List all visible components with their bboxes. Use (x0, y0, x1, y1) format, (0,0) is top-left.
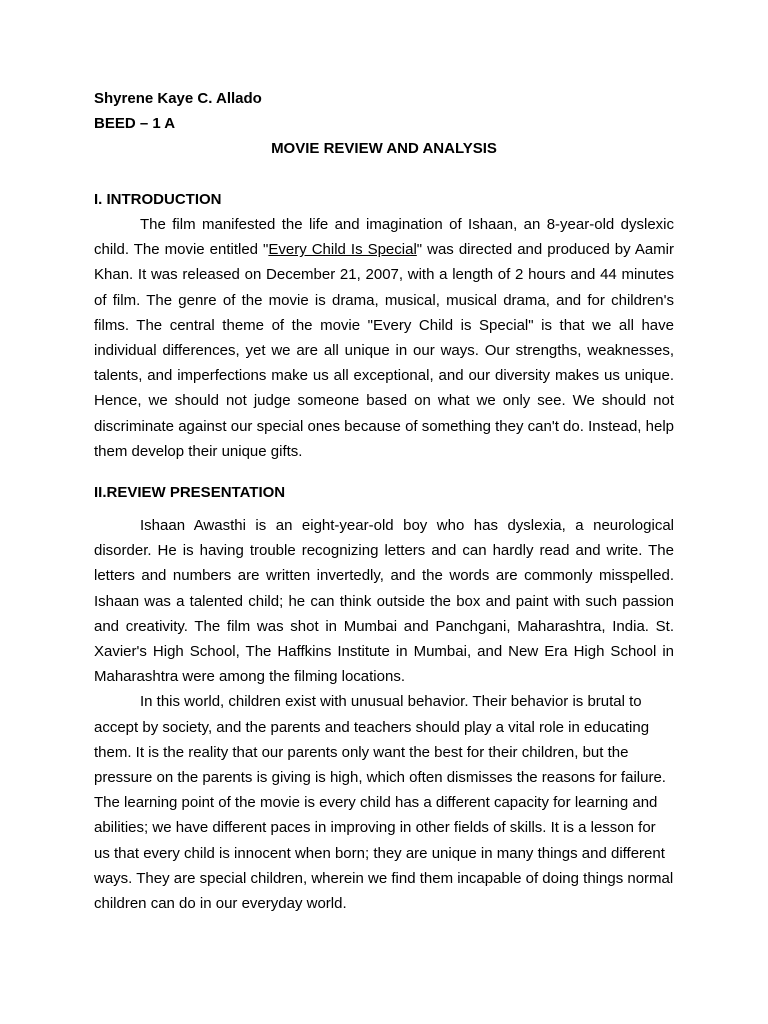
review-heading: II.REVIEW PRESENTATION (94, 484, 286, 502)
author-name: Shyrene Kaye C. Allado (94, 90, 262, 107)
intro-text-before-title: The film manifested the life and imagination of Ishaan, an 8-year-old dyslexic child. The movie entitled " (94, 216, 674, 259)
review-paragraph-2: In this world, children exist with unusual behavior. Their behavior is brutal to accept by society, and the parents and teachers should play a vital role in educating them. It is the reality that our parents only want the best for their children, but the pressure on the parents is giving is high, which often dismisses the reasons for failure. The learning point of the movie is every child has a different capacity for learning and abilities; we have different paces in improving in other fields of skills. It is a lesson for us that every child is innocent when born; they are unique in many things and different ways. They are special children, wherein we find them incapable of doing things normal children can do in our everyday world. (94, 693, 674, 913)
intro-text-after-title: " was directed and produced by Aamir Khan. It was released on December 21, 2007, with a length of 2 hours and 44 minutes of film. The genre of the movie is drama, musical, musical drama, and for children's films. The central theme of the movie "Every Child is Special" is that we all have individual differences, yet we are all unique in our ways. Our strengths, weaknesses, talents, and imperfections make us all exceptional, and our diversity makes us unique. Hence, we should not judge someone based on what we only see. We should not discriminate against our special ones because of something they can't do. Instead, help them develop their unique gifts. (94, 241, 674, 460)
course-section: BEED – 1 A (94, 115, 176, 132)
review-paragraph-1: Ishaan Awasthi is an eight-year-old boy who has dyslexia, a neurological disorder. He is having trouble recognizing letters and can hardly read and write. The letters and numbers are written invertedly, and the words are commonly misspelled. Ishaan was a talented child; he can think outside the box and paint with such passion and creativity. The film was shot in Mumbai and Panchgani, Maharashtra, India. St. Xavier's High School, The Haffkins Institute in Mumbai, and New Era High School in Maharashtra were among the filming locations. (94, 517, 674, 686)
introduction-heading: I. INTRODUCTION (94, 191, 222, 208)
movie-title-link: Every Child Is Special (268, 241, 417, 259)
introduction-paragraph (94, 212, 674, 464)
document-title: MOVIE REVIEW AND ANALYSIS (271, 140, 497, 157)
document-page (94, 86, 674, 916)
